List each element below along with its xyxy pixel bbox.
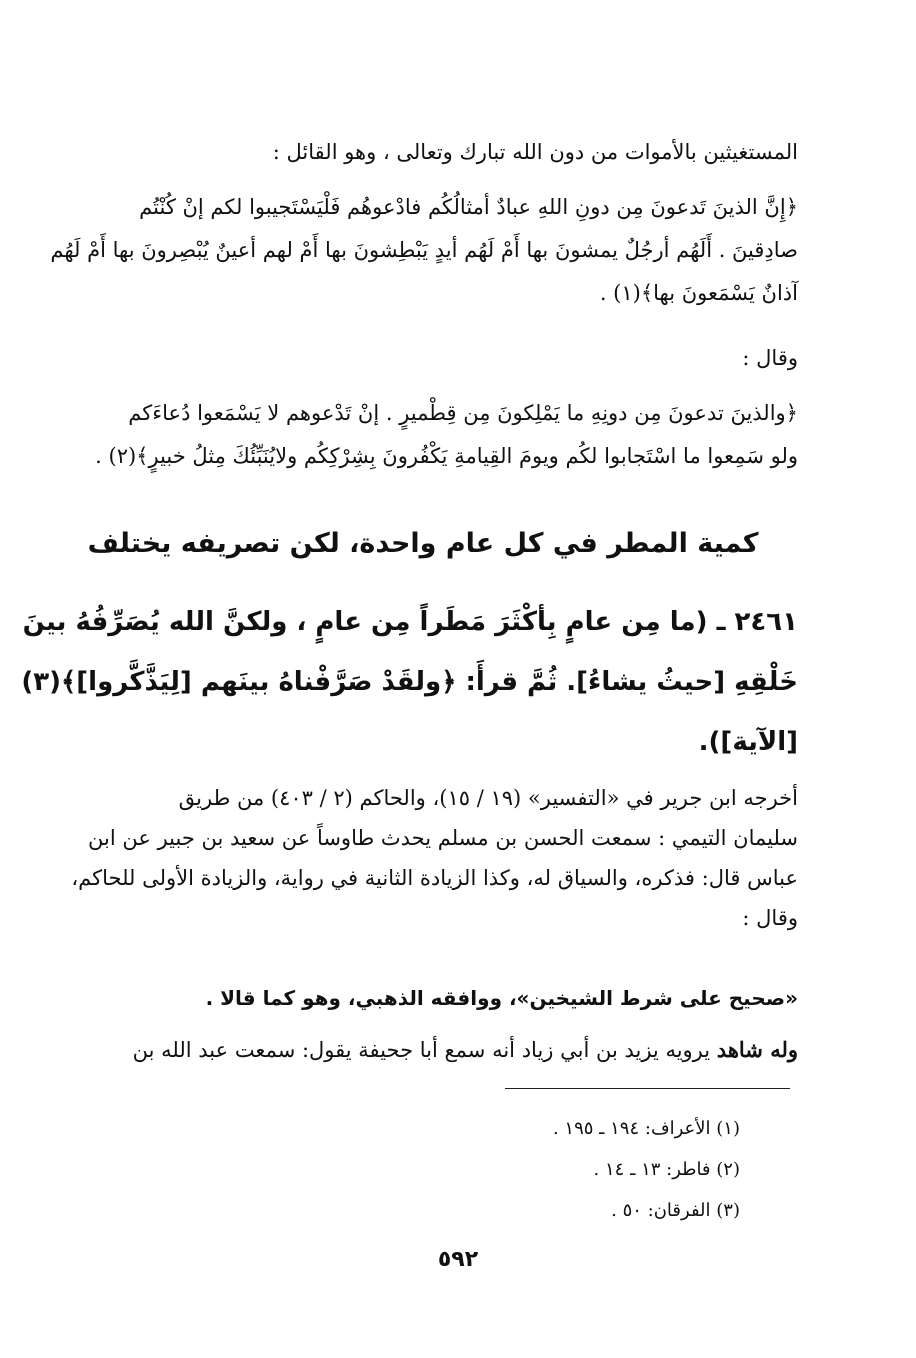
takhrij-line: عباس قال: فذكره، والسياق له، وكذا الزيادة الثانية في رواية، والزيادة الأولى للحاكم، xyxy=(71,866,798,890)
shahid-line xyxy=(48,1030,798,1070)
shahid-rest: يرويه يزيد بن أبي زياد أنه سمع أبا جحيفة يقول: سمعت عبد الله بن xyxy=(132,1038,717,1062)
hakim-quote xyxy=(48,978,798,1018)
hadith-line: [الآية]). xyxy=(698,727,798,757)
footnote-divider xyxy=(505,1088,790,1089)
hadith-text xyxy=(21,592,798,772)
quran-verse-araf xyxy=(48,186,798,315)
takhrij-line: وقال : xyxy=(742,906,798,930)
hadith-line: خَلْقِهِ [حيثُ يشاءُ]. ثُمَّ قرأَ: ﴿ولقَدْ صَرَّفْناهُ بينَهم [لِيَذَّكَّروا]﴾(٣) xyxy=(21,667,798,697)
takhrij-line: سليمان التيمي : سمعت الحسن بن مسلم يحدث طاوساً عن سعيد بن جبير عن ابن xyxy=(88,826,798,850)
quran-verse-fatir xyxy=(48,392,798,478)
verse-line: ﴿والذينَ تدعونَ مِن دونِهِ ما يَمْلِكونَ مِن قِطْميرٍ . إنْ تَدْعوهم لا يَسْمَعوا دُعاءَكم xyxy=(128,401,798,425)
qala-text: وقال : xyxy=(742,346,798,370)
hakim-quote-text: «صحيح على شرط الشيخين»، ووافقه الذهبي، وهو كما قالا . xyxy=(205,986,798,1010)
shahid-paragraph xyxy=(48,1030,798,1070)
qala-line xyxy=(48,338,798,378)
verse-line: ولو سَمِعوا ما اسْتَجابوا لكُم ويومَ القِيامةِ يَكْفُرونَ بِشِرْكِكُم ولايُنَبِّئُكَ مِثلُ خبيرٍ﴾(٢) . xyxy=(95,444,798,468)
footnote-2: (٢) فاطر: ١٣ ـ ١٤ . xyxy=(593,1159,740,1180)
intro-paragraph xyxy=(48,132,798,172)
verse-line: ﴿إِنَّ الذينَ تَدعونَ مِن دونِ اللهِ عبادٌ أمثالُكُم فادْعوهُم فَلْيَسْتَجيبوا لكم إنْ كُنْتُم xyxy=(139,195,798,219)
intro-line: المستغيثين بالأموات من دون الله تبارك وتعالى ، وهو القائل : xyxy=(272,140,798,164)
footnote-1: (١) الأعراف: ١٩٤ ـ ١٩٥ . xyxy=(552,1118,740,1139)
shahid-bold-prefix: وله شاهد xyxy=(716,1037,798,1062)
takhrij-line: أخرجه ابن جرير في «التفسير» (١٩ / ١٥)، والحاكم (٢ / ٤٠٣) من طريق xyxy=(178,786,798,810)
footnotes xyxy=(420,1108,740,1231)
page-number: ٥٩٢ xyxy=(437,1247,479,1272)
footnote-3: (٣) الفرقان: ٥٠ . xyxy=(611,1200,740,1221)
section-heading: كمية المطر في كل عام واحدة، لكن تصريفه يختلف xyxy=(87,528,759,559)
takhrij-paragraph xyxy=(48,778,798,938)
verse-line: صادِقينَ . أَلَهُم أرجُلٌ يمشونَ بها أَمْ لَهُم أيدٍ يَبْطِشونَ بها أَمْ لهم أعينٌ يُبْصِرونَ بها أَمْ لَهُم xyxy=(50,238,798,262)
hadith-line: ٢٤٦١ ـ (ما مِن عامٍ بِأكْثَرَ مَطَراً مِن عامٍ ، ولكنَّ الله يُصَرِّفُهُ بينَ xyxy=(22,607,798,637)
verse-line: آذانٌ يَسْمَعونَ بها﴾(١) . xyxy=(599,281,798,305)
